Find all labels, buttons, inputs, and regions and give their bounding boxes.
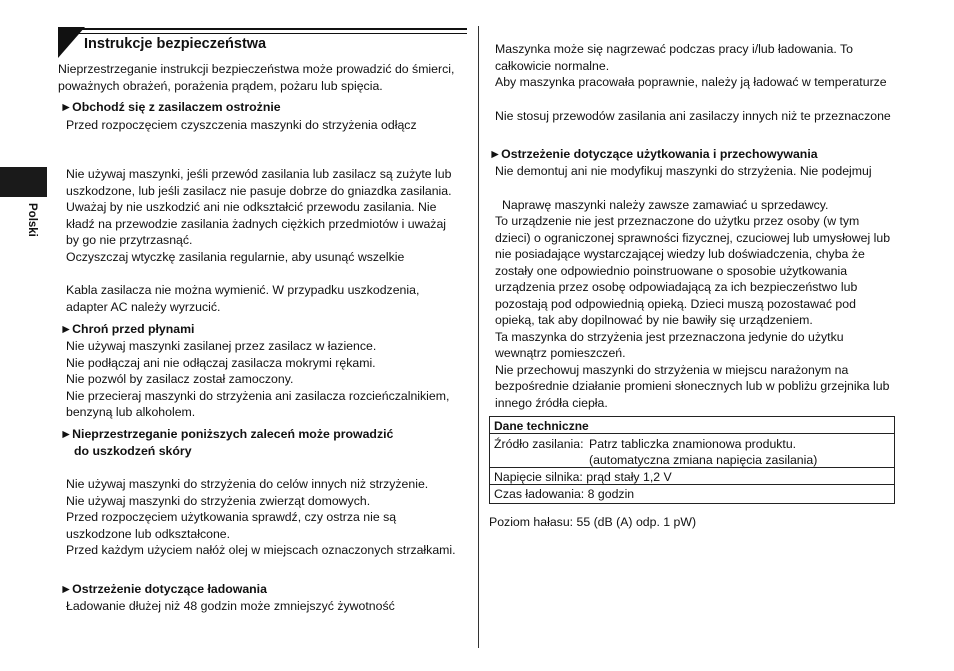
section-heading-skin bbox=[60, 426, 393, 443]
paragraph bbox=[495, 163, 872, 180]
text-line: Naprawę maszynki należy zawsze zamawiać u sprzedawcy. bbox=[502, 198, 829, 212]
spec-title: Dane techniczne bbox=[494, 419, 589, 433]
column-divider bbox=[478, 26, 479, 648]
header-rule-thin bbox=[58, 33, 467, 34]
heading-text: Nieprzestrzeganie poniższych zaleceń może prowadzić bbox=[72, 427, 394, 441]
paragraph bbox=[502, 197, 828, 214]
heading-text: Chroń przed płynami bbox=[72, 322, 195, 336]
text-line: poważnych obrażeń, porażenia prądem, pożaru lub spięcia. bbox=[58, 78, 383, 93]
intro-paragraph bbox=[58, 61, 454, 94]
spec-power-value: Patrz tabliczka znamionowa produktu. bbox=[589, 437, 797, 451]
text-line: Nie używaj maszynki do strzyżenia do celów innych niż strzyżenie. bbox=[66, 477, 429, 491]
heading-text: Ostrzeżenie dotyczące ładowania bbox=[72, 582, 267, 596]
spec-charge-time: Czas ładowania: 8 godzin bbox=[494, 487, 635, 501]
text-line: Nie demontuj ani nie modyfikuj maszynki do strzyżenia. Nie podejmuj bbox=[495, 164, 872, 178]
text-line: To urządzenie nie jest przeznaczone do użytku przez osoby (w tym bbox=[495, 214, 860, 228]
arrow-marker-icon: ► bbox=[60, 582, 73, 596]
text-line: opieką, tak aby dopilnować by nie bawiły się urządzeniem. bbox=[495, 313, 813, 327]
arrow-marker-icon: ► bbox=[60, 427, 73, 441]
text-line: Nie stosuj przewodów zasilania ani zasilaczy innych niż te przeznaczone bbox=[495, 109, 891, 123]
text-line: Maszynka może się nagrzewać podczas pracy i/lub ładowania. To bbox=[495, 42, 853, 56]
text-line: Nie przechowuj maszynki do strzyżenia w miejscu narażonym na bbox=[495, 362, 849, 377]
text-line: Oczyszczaj wtyczkę zasilania regularnie, aby usunąć wszelkie bbox=[66, 249, 405, 264]
text-line: Przed rozpoczęciem użytkowania sprawdź, czy ostrza nie są bbox=[66, 510, 397, 524]
text-line: pozostają pod odpowiednią opieką. Dzieci muszą pozostawać pod bbox=[495, 296, 856, 311]
text-line: nie posiadające wystarczającej wiedzy lub doświadczenia, chyba że bbox=[495, 247, 865, 261]
text-line: Przed rozpoczęciem czyszczenia maszynki do strzyżenia odłącz bbox=[66, 118, 417, 132]
text-line: by go nie przytrzasnąć. bbox=[66, 233, 193, 247]
text-line: Nie podłączaj ani nie odłączaj zasilacza mokrymi rękami. bbox=[66, 355, 376, 370]
spec-voltage: Napięcie silnika: prąd stały 1,2 V bbox=[494, 470, 672, 484]
text-line: Kabla zasilacza nie można wymienić. W przypadku uszkodzenia, bbox=[66, 283, 420, 297]
page-title: Instrukcje bezpieczeństwa bbox=[84, 36, 267, 52]
header-rule bbox=[58, 28, 467, 30]
arrow-marker-icon: ► bbox=[489, 147, 502, 161]
section-heading-power-adapter bbox=[60, 99, 281, 116]
text-line: zostały one odpowiednio poinstruowane o sposobie użytkowania bbox=[495, 263, 848, 278]
text-line: wewnątrz pomieszczeń. bbox=[495, 346, 626, 360]
text-line: całkowicie normalne. bbox=[495, 58, 610, 73]
heading-text: Ostrzeżenie dotyczące użytkowania i przechowywania bbox=[501, 147, 818, 161]
paragraph bbox=[66, 338, 449, 421]
text-line: benzyną lub alkoholem. bbox=[66, 405, 196, 419]
arrow-marker-icon: ► bbox=[60, 322, 73, 336]
text-line: Nieprzestrzeganie instrukcji bezpieczeństwa może prowadzić do śmierci, bbox=[58, 62, 455, 76]
paragraph bbox=[66, 166, 452, 265]
heading-text: Obchodź się z zasilaczem ostrożnie bbox=[72, 100, 281, 114]
text-line: Nie używaj maszynki do strzyżenia zwierząt domowych. bbox=[66, 493, 371, 508]
spec-power-label: Źródło zasilania: bbox=[494, 437, 584, 451]
text-line: Nie pozwól by zasilacz został zamoczony. bbox=[66, 372, 294, 386]
text-line: Aby maszynka pracowała poprawnie, należy ją ładować w temperaturze bbox=[495, 75, 887, 89]
text-line: urządzenia przez osobę odpowiadającą za ich bezpieczeństwo lub bbox=[495, 280, 858, 294]
paragraph bbox=[495, 108, 891, 125]
noise-level: Poziom hałasu: 55 (dB (A) odp. 1 pW) bbox=[489, 515, 697, 529]
text-line: Nie używaj maszynki zasilanej przez zasilacz w łazience. bbox=[66, 339, 377, 353]
text-line: Nie przecieraj maszynki do strzyżenia ani zasilacza rozcieńczalnikiem, bbox=[66, 388, 450, 403]
text-line: uszkodzone, lub jeśli zasilacz nie pasuje dobrze do gniazdka zasilania. bbox=[66, 183, 452, 198]
paragraph bbox=[66, 598, 395, 615]
paragraph bbox=[66, 476, 456, 559]
text-line: Nie używaj maszynki, jeśli przewód zasilania lub zasilacz są zużyte lub bbox=[66, 167, 452, 181]
text-line: Ładowanie dłużej niż 48 godzin może zmniejszyć żywotność bbox=[66, 599, 395, 613]
text-line: innego źródła ciepła. bbox=[495, 395, 608, 410]
corner-triangle-icon bbox=[58, 27, 85, 58]
text-line: Uważaj by nie uszkodzić ani nie odkształcić przewodu zasilania. Nie bbox=[66, 200, 437, 214]
paragraph bbox=[495, 213, 890, 411]
text-line: uszkodzone lub odkształcone. bbox=[66, 526, 231, 541]
section-heading-charging bbox=[60, 581, 267, 598]
text-line: adapter AC należy wyrzucić. bbox=[66, 299, 221, 314]
text-line: Ta maszynka do strzyżenia jest przeznaczona jedynie do użytku bbox=[495, 329, 844, 344]
side-tab-label: Polski bbox=[26, 203, 38, 237]
section-heading-usage-storage bbox=[489, 146, 818, 163]
text-line: Przed każdym użyciem nałóż olej w miejscach oznaczonych strzałkami. bbox=[66, 543, 456, 557]
paragraph bbox=[66, 282, 419, 315]
text-line: bezpośrednie działanie promieni słonecznych lub w pobliżu grzejnika lub bbox=[495, 379, 890, 393]
text-line: dzieci) o ograniczonej sprawności fizycznej, czuciowej lub umysłowej lub bbox=[495, 230, 891, 245]
side-tab bbox=[0, 167, 47, 197]
section-heading-liquids bbox=[60, 321, 194, 338]
spec-power-value-note: (automatyczna zmiana napięcia zasilania) bbox=[589, 453, 818, 467]
arrow-marker-icon: ► bbox=[60, 100, 73, 114]
paragraph bbox=[66, 117, 417, 134]
text-line: kładź na przewodzie zasilania żadnych ciężkich przedmiotów i uważaj bbox=[66, 216, 447, 231]
paragraph bbox=[495, 41, 887, 91]
section-heading-skin-line2: do uszkodzeń skóry bbox=[74, 444, 192, 458]
